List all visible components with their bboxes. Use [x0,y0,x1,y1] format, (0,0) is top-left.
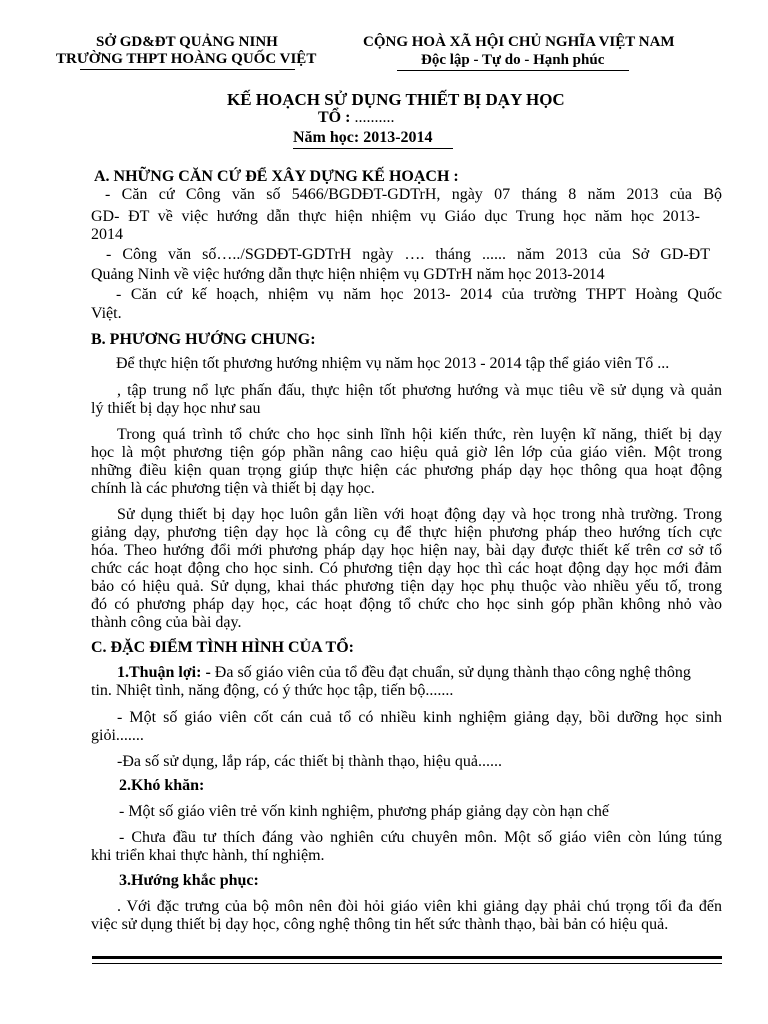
national-motto: Độc lập - Tự do - Hạnh phúc [421,52,605,68]
section-b-para-3-line-1: Trong quá trình tổ chức cho học sinh lĩnh hội kiến thức, rèn luyện kĩ năng, thiết bị dạy [117,426,722,443]
school-year-underline [293,148,453,149]
advantages-line-2: tin. Nhiệt tình, năng động, có ý thức học tập, tiến bộ....... [91,682,454,699]
document-title: KẾ HOẠCH SỬ DỤNG THIẾT BỊ DẠY HỌC [227,90,565,109]
section-b-para-4-line-1: Sử dụng thiết bị dạy học luôn gắn liền với hoạt động dạy và học trong nhà trường. Trong [117,506,722,523]
section-a-line-7: Việt. [91,305,122,322]
section-b-para-4-line-6: đó có phương pháp dạy học, các hoạt động tổ chức cho học sinh góp phần không nhỏ vào [91,596,722,613]
solutions-para-line-2: việc sử dụng thiết bị dạy học, công nghệ thông tin hết sức thành thạo, bài bản có hiệu quả. [91,916,669,933]
section-b-para-4-line-5: bảo có hiệu quả. Sử dụng, khai thác phương tiện dạy học phụ thuộc vào nhiều yếu tố, trong [91,578,722,595]
difficulties-para-1: - Một số giáo viên trẻ vốn kinh nghiệm, phương pháp giảng dạy còn hạn chế [119,803,609,820]
group-line [318,109,394,127]
section-b-para-4-line-3: hóa. Theo hướng đổi mới phương pháp dạy học hiện nay, bài dạy được thiết kế trên cơ sở tổ [91,542,722,559]
advantages-text: Đa số giáo viên của tổ đều đạt chuẩn, sử dụng thành thạo công nghệ thông [210,664,691,681]
section-b-para-3-line-3: những điều kiện quan trọng giúp thực hiện các phương pháp dạy học thông qua hoạt động [91,462,722,479]
section-a-line-6: - Căn cứ kế hoạch, nhiệm vụ năm học 2013- 2014 của trường THPT Hoàng Quốc [116,286,722,303]
advantages-para-2-line-1: - Một số giáo viên cốt cán cuả tổ có nhiều kinh nghiệm giảng dạy, bồi dưỡng học sinh [117,709,722,726]
footer-rule-thin [92,963,722,964]
advantages-line-1 [117,664,691,682]
section-b-para-2-line-2: lý thiết bị dạy học như sau [91,400,261,417]
section-b-para-3-line-2: học là một phương tiện góp phần nâng cao hiệu quả giờ lên lớp của giáo viên. Một trong [91,444,722,461]
group-label: TỔ : [318,109,351,126]
section-a-heading: A. NHỮNG CĂN CỨ ĐỂ XÂY DỰNG KẾ HOẠCH : [94,168,459,185]
solutions-para-line-1: . Với đặc trưng của bộ môn nên đòi hỏi giáo viên khi giảng dạy phải chú trọng tối đa đến [117,898,722,915]
national-motto-underline [397,70,629,71]
country-name: CỘNG HOÀ XÃ HỘI CHỦ NGHĨA VIỆT NAM [363,34,675,50]
section-b-heading: B. PHƯƠNG HƯỚNG CHUNG: [91,331,316,348]
section-b-para-3-line-4: chính là các phương tiện và thiết bị dạy học. [91,480,375,497]
advantages-label: 1.Thuận lợi: - [117,664,211,681]
solutions-heading: 3.Hướng khắc phục: [119,872,259,889]
difficulties-para-2-line-1: - Chưa đầu tư thích đáng vào nghiên cứu chuyên môn. Một số giáo viên còn lúng túng [119,829,722,846]
section-b-para-4-line-4: chức các hoạt động cho học sinh. Có phương tiện dạy học thì các hoạt động dạy học mới đảm [91,560,722,577]
section-a-line-5: Quảng Ninh về việc hướng dẫn thực hiện nhiệm vụ GDTrH năm học 2013-2014 [91,266,605,283]
advantages-para-3: -Đa số sử dụng, lắp ráp, các thiết bị thành thạo, hiệu quả...... [117,753,503,770]
section-b-para-4-line-2: giảng dạy, phương tiện dạy học là công cụ để thực hiện phương pháp theo hướng tích cực [91,524,722,541]
section-b-para-1: Để thực hiện tốt phương hướng nhiệm vụ năm học 2013 - 2014 tập thể giáo viên Tổ ... [116,355,670,372]
group-value: .......... [354,109,395,126]
difficulties-para-2-line-2: khi triển khai thực hành, thí nghiệm. [91,847,325,864]
school-year: Năm học: 2013-2014 [293,129,433,146]
agency-name: SỞ GD&ĐT QUẢNG NINH [96,34,278,50]
advantages-para-2-line-2: giỏi....... [91,727,144,744]
section-a-line-4: - Công văn số…../SGDĐT-GDTrH ngày …. tháng ...... năm 2013 của Sở GD-ĐT [106,246,710,263]
school-name-underline [80,69,295,70]
section-c-heading: C. ĐẶC ĐIỂM TÌNH HÌNH CỦA TỔ: [91,639,354,656]
section-a-line-1: - Căn cứ Công văn số 5466/BGDĐT-GDTrH, ngày 07 tháng 8 năm 2013 của Bộ [105,186,722,203]
section-b-para-4-line-7: thành công của bài dạy. [91,614,242,631]
difficulties-heading: 2.Khó khăn: [119,777,205,794]
footer-rule-thick [92,956,722,959]
section-a-line-2: GD- ĐT về việc hướng dẫn thực hiện nhiệm vụ Giáo dục Trung học năm học 2013- [91,208,700,225]
section-b-para-2-line-1: , tập trung nổ lực phấn đấu, thực hiện tốt phương hướng và mục tiêu về sử dụng và quản [117,382,722,399]
section-a-line-3: 2014 [91,226,123,243]
school-name: TRƯỜNG THPT HOÀNG QUỐC VIỆT [56,51,317,67]
